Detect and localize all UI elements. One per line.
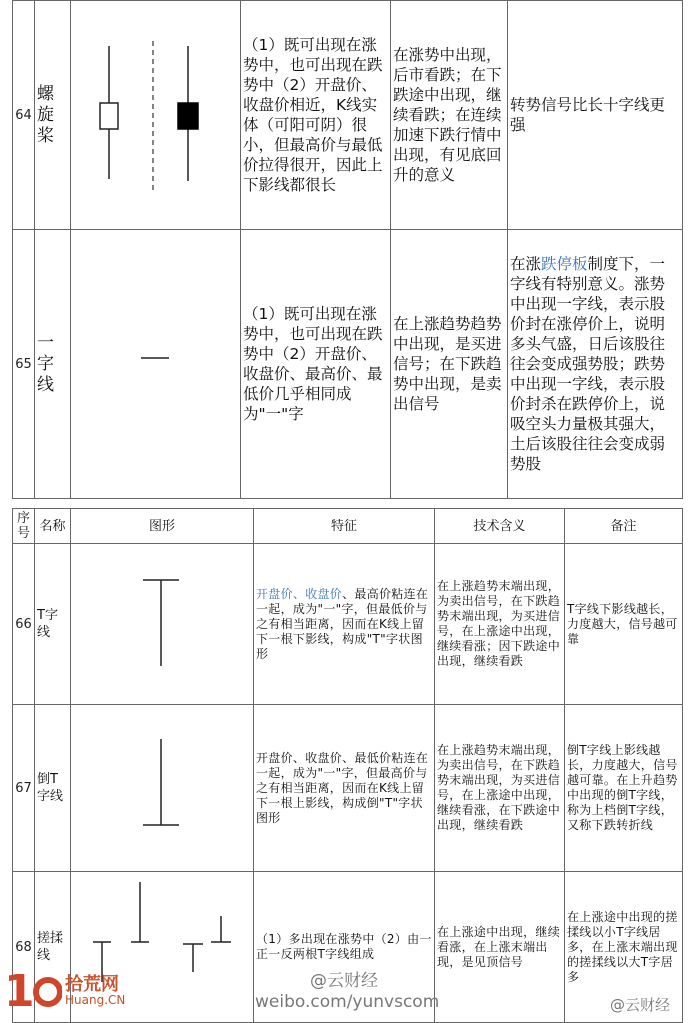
watermark-weibo: @云财经 [310,971,378,991]
pattern-feature [254,544,435,705]
header-name: 名称 [35,509,71,544]
pattern-name: T字线 [35,544,71,705]
table-header-row [13,509,683,544]
header-figure: 图形 [71,509,254,544]
watermark-site-name: 拾荒网 [65,974,119,995]
table-row [13,705,683,872]
limit-board-link[interactable]: 跌停板 [541,255,588,273]
pattern-meaning: 在上涨趋势趋势中出现，是买进信号；在下跌趋势中出现，是卖出信号 [391,230,508,499]
pattern-feature: （1）既可出现在涨势中，也可出现在跌势中（2）开盘价、收盘价、最高价、最低价几乎相同成为"一"字 [241,230,391,499]
pattern-name: 倒T字线 [35,705,71,872]
pattern-feature: 开盘价、收盘价、最低价粘连在一起，成为"一"字，但最高价与之有相当距离，因而在K线上留下一根上影线，构成倒"T"字状图形 [254,705,435,872]
header-note: 备注 [565,509,683,544]
feature-text-post: 、最高价粘连在一起，成为"一"字，但最低价与之有相当距离，因而在K线上留下一根下影线，构成"T"字状图形 [256,586,429,661]
header-num: 序号 [13,509,35,544]
row-number: 68 [13,872,35,1023]
pattern-note: 在上涨途中出现的搓揉线以小T字线居多，在上涨末端出现的搓揉线以大T字居多 [565,872,683,1023]
inverted-t-line-icon [71,705,254,871]
table-row [13,1,683,230]
pattern-note: T字线下影线越长，力度越大，信号越可靠 [565,544,683,705]
pattern-name: 搓揉线 [35,872,71,1023]
pattern-figure [71,544,254,705]
pattern-note: 倒T字线上影线越长，力度越大，信号越可靠。在上升趋势中出现的倒T字线，称为上档倒T字线，又称下跌转折线 [565,705,683,872]
pattern-meaning: 在上涨途中出现，继续看涨，在上涨末端出现，是见顶信号 [435,872,565,1023]
pattern-figure [71,705,254,872]
pattern-feature: （1）既可出现在涨势中，也可出现在跌势中（2）开盘价、收盘价相近，K线实体（可阳可阴）很小，但最高价与最低价拉得很开，因此上下影线都很长 [241,1,391,230]
pattern-figure [71,230,241,499]
pattern-feature: （1）多出现在涨势中（2）由一正一反两根T字线组成 [254,872,435,1023]
site-logo-icon [4,966,62,1012]
row-number: 64 [13,1,35,230]
row-number: 67 [13,705,35,872]
note-text-pre: 在涨 [510,255,542,273]
row-number: 65 [13,230,35,499]
open-close-price-link[interactable]: 开盘价、收盘价 [256,586,343,601]
watermark-corner: @云财经 [610,996,671,1014]
pattern-meaning: 在上涨趋势末端出现，为卖出信号，在下跌趋势末端出现，为买进信号，在上涨途中出现，继续看涨，在下跌途中出现，继续看跌 [435,705,565,872]
table-row [13,544,683,705]
t-line-icon [71,544,254,704]
row-number: 66 [13,544,35,705]
pattern-figure [71,1,241,230]
pattern-meaning: 在涨势中出现，后市看跌；在下跌途中出现，继续看跌；在连续加速下跌行情中出现，有见底回升的意义 [391,1,508,230]
kline-table-part2 [12,508,683,1023]
spinning-top-icon [71,1,241,229]
kline-table-part1 [12,0,683,499]
table-row [13,230,683,499]
header-meaning: 技术含义 [435,509,565,544]
pattern-name: 螺旋桨 [35,1,71,230]
one-line-icon [71,230,241,498]
watermark-url: weibo.com/yunvscom [255,992,440,1012]
svg-text:1: 1 [4,966,35,1012]
pattern-note [508,230,683,499]
note-text-post: 制度下，一字线有特别意义。涨势中出现一字线，表示股价封在涨停价上，说明多头气盛，日后该股往往会变成强势股；跌势中出现一字线，表示股价封杀在跌停价上，说吸空头力量极其强大，土后该股往往会变成弱势股 [510,255,666,473]
watermark-site-sub: Huang.CN [65,993,126,1007]
pattern-name: 一字线 [35,230,71,499]
header-feature: 特征 [254,509,435,544]
pattern-note: 转势信号比长十字线更强 [508,1,683,230]
pattern-meaning: 在上涨趋势末端出现，为卖出信号，在下跌趋势末端出现，为买进信号，在上涨途中出现，继续看涨；因下跌途中出现，继续看跌 [435,544,565,705]
